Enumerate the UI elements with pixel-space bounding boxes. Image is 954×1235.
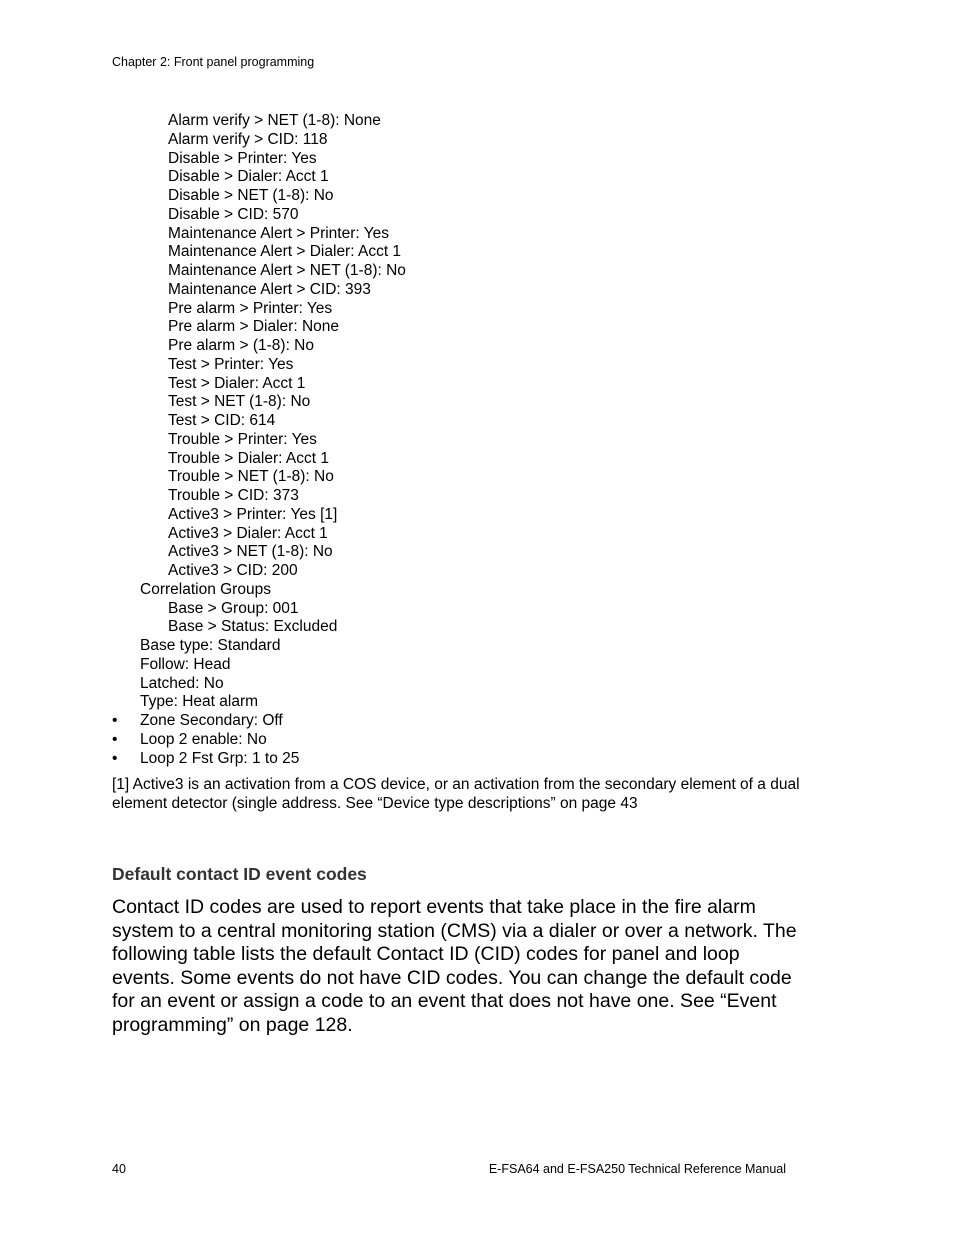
list-item: Trouble > CID: 373	[168, 487, 299, 504]
section-heading: Default contact ID event codes	[112, 864, 367, 884]
bullet-icon: •	[112, 712, 118, 729]
bullet-item	[112, 750, 406, 769]
list-item: Follow: Head	[140, 655, 231, 673]
list-item: Pre alarm > Printer: Yes	[168, 299, 333, 317]
bullet-icon: •	[112, 749, 118, 767]
list-item: Maintenance Alert > Dialer: Acct 1	[168, 243, 402, 261]
list-item: Test > Dialer: Acct 1	[168, 374, 306, 392]
list-item: Active3 > Printer: Yes [1]	[168, 505, 338, 523]
list-item: Test > CID: 614	[168, 412, 276, 429]
list-item: Disable > Printer: Yes	[168, 149, 317, 167]
list-item: Disable > Dialer: Acct 1	[168, 168, 329, 186]
list-item: Base type: Standard	[140, 637, 281, 654]
list-item: Maintenance Alert > Printer: Yes	[168, 224, 390, 242]
list-item: Alarm verify > CID: 118	[168, 130, 328, 148]
settings-list	[112, 112, 406, 768]
list-item: Active3 > Dialer: Acct 1	[168, 524, 328, 542]
list-item: Test > Printer: Yes	[168, 355, 294, 373]
list-item: Maintenance Alert > CID: 393	[168, 280, 371, 298]
bullet-text: Zone Secondary: Off	[140, 712, 283, 729]
list-item: Type: Heat alarm	[140, 693, 259, 711]
section-body: Contact ID codes are used to report events that take place in the fire alarm system to a central monitoring station (CMS) via a dialer or over a network. The following table lists the default Contact ID (CID) codes for panel and loop events. Some events do not have CID codes. You can change the default code for an event or assign a code to an event that does not have one. See “Event programming” on page 128.	[112, 896, 797, 1036]
bullet-item	[112, 731, 406, 750]
footnote: [1] Active3 is an activation from a COS device, or an activation from the secondary element of a dual element detector (single address. See “Device type descriptions” on page 43	[112, 776, 800, 812]
list-item: Trouble > NET (1-8): No	[168, 468, 334, 486]
list-item: Base > Group: 001	[168, 599, 299, 617]
bullet-item	[112, 712, 406, 731]
bullet-icon: •	[112, 730, 118, 748]
list-item: Correlation Groups	[140, 580, 271, 598]
list-item: Disable > NET (1-8): No	[168, 187, 334, 204]
list-item: Active3 > NET (1-8): No	[168, 543, 333, 561]
list-item: Trouble > Dialer: Acct 1	[168, 449, 329, 467]
bullet-text: Loop 2 Fst Grp: 1 to 25	[140, 749, 300, 767]
list-item: Pre alarm > Dialer: None	[168, 318, 339, 336]
list-item: Maintenance Alert > NET (1-8): No	[168, 262, 406, 279]
list-item: Test > NET (1-8): No	[168, 393, 311, 411]
list-item: Trouble > Printer: Yes	[168, 430, 317, 448]
list-item: Alarm verify > NET (1-8): None	[168, 112, 381, 129]
manual-title: E-FSA64 and E-FSA250 Technical Reference Manual	[488, 1162, 786, 1176]
list-item: Disable > CID: 570	[168, 205, 299, 223]
list-item: Active3 > CID: 200	[168, 562, 298, 579]
list-item: Latched: No	[140, 674, 224, 692]
list-item: Pre alarm > (1-8): No	[168, 337, 315, 354]
page-number: 40	[112, 1162, 126, 1176]
list-item: Base > Status: Excluded	[168, 618, 338, 636]
bullet-text: Loop 2 enable: No	[140, 730, 267, 748]
running-head: Chapter 2: Front panel programming	[112, 55, 315, 69]
